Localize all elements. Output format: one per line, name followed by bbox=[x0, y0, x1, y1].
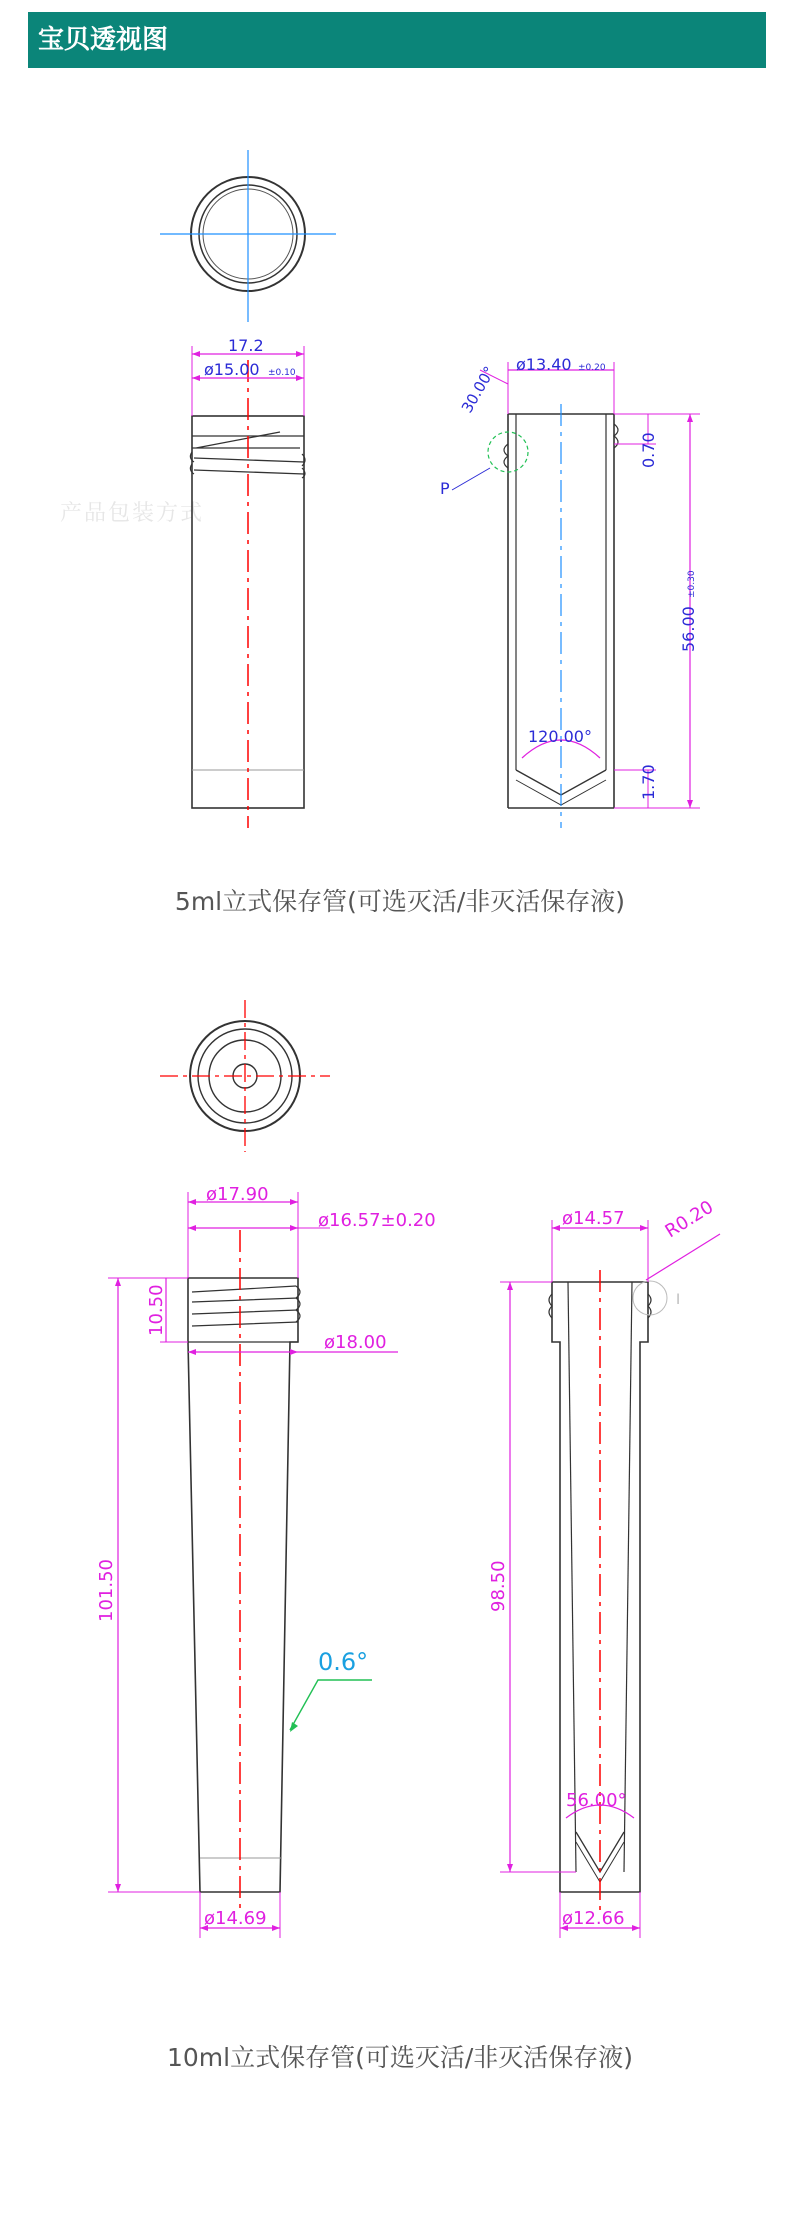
dim-bottom: 1.70 bbox=[639, 764, 658, 800]
dim-width-total: 17.2 bbox=[228, 336, 264, 355]
watermark-text: 产品包装方式 bbox=[60, 501, 205, 526]
dim-inner-dia-tol: ±0.20 bbox=[578, 363, 606, 373]
tube-10ml-drawing bbox=[0, 980, 800, 1960]
tube-5ml-drawing bbox=[0, 0, 800, 860]
dim-thread-dia: ø16.57±0.20 bbox=[318, 1210, 436, 1231]
dim-thread-angle: 30.00° bbox=[457, 363, 499, 416]
dim-cone-angle-10ml: 56.00° bbox=[566, 1790, 627, 1811]
dim-cap-height: 10.50 bbox=[146, 1284, 167, 1336]
dim-top-dia: ø17.90 bbox=[206, 1184, 269, 1205]
dim-total-height: 101.50 bbox=[96, 1559, 117, 1622]
dim-taper: 0.6° bbox=[318, 1648, 369, 1676]
tube-5ml-side-view bbox=[190, 346, 305, 828]
caption-5ml: 5ml立式保存管(可选灭活/非灭活保存液) bbox=[174, 887, 626, 916]
tube-10ml-section-view bbox=[500, 1220, 720, 1938]
tube-10ml-top-view bbox=[160, 1000, 330, 1152]
dim-base-dia: ø12.66 bbox=[562, 1908, 625, 1929]
dim-outer-dia: ø15.00 bbox=[204, 360, 260, 379]
dim-inner-dia-10ml: ø14.57 bbox=[562, 1208, 625, 1229]
dim-inner-height: 98.50 bbox=[488, 1560, 509, 1612]
tube-5ml-top-view bbox=[160, 150, 336, 322]
dim-height: 56.00 bbox=[679, 606, 698, 652]
caption-10ml: 10ml立式保存管(可选灭活/非灭活保存液) bbox=[166, 2043, 634, 2072]
detail-label-p: P bbox=[440, 479, 450, 498]
dim-collar-dia: ø18.00 bbox=[324, 1332, 387, 1353]
dim-bottom-dia: ø14.69 bbox=[204, 1908, 267, 1929]
dim-outer-dia-tol: ±0.10 bbox=[268, 368, 296, 378]
tube-5ml-section-view bbox=[452, 362, 700, 828]
detail-label-i: I bbox=[676, 1292, 681, 1308]
dim-radius: R0.20 bbox=[661, 1196, 718, 1243]
dim-inner-dia: ø13.40 bbox=[516, 355, 572, 374]
dim-cone-angle: 120.00° bbox=[528, 727, 592, 746]
dim-step: 0.70 bbox=[639, 432, 658, 468]
dim-height-tol: ±0.30 bbox=[687, 570, 697, 598]
section-title: 宝贝透视图 bbox=[38, 25, 169, 55]
